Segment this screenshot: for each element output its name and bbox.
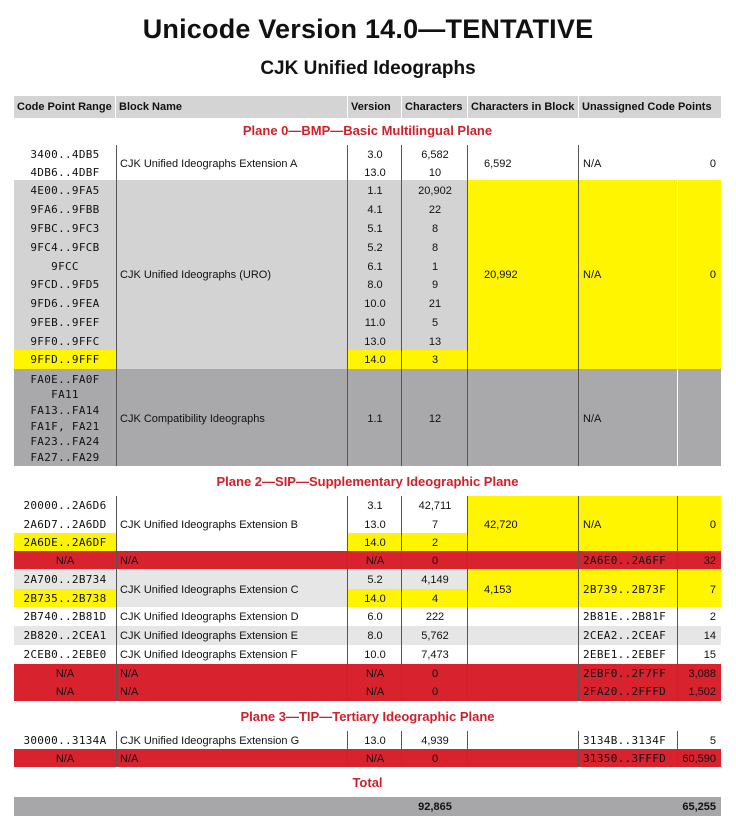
unassigned-count: 0 (709, 269, 716, 281)
column-divider (467, 496, 468, 701)
version: 13.0 (364, 519, 386, 531)
code-point-range: FA27..FA29 (30, 451, 100, 464)
unassigned-count: 0 (709, 519, 716, 531)
total-unassigned-count: 65,255 (682, 801, 716, 813)
header-characters (402, 96, 467, 118)
code-point-range: FA0E..FA0F (30, 373, 100, 386)
column-divider (401, 145, 402, 466)
version: 3.0 (367, 149, 383, 161)
unassigned-count: 32 (703, 555, 716, 567)
code-point-range: FA13..FA14 (30, 404, 100, 417)
code-point-range: 9FA6..9FBB (30, 203, 100, 216)
characters: 10 (428, 167, 442, 179)
column-divider (401, 496, 402, 701)
unassigned-range: N/A (583, 519, 602, 531)
version: 10.0 (364, 298, 386, 310)
characters: 21 (428, 298, 442, 310)
total-heading: Total (352, 775, 383, 790)
characters: 7 (431, 519, 439, 531)
unassigned-count: 3,088 (688, 668, 716, 680)
characters: 7,473 (421, 649, 449, 661)
version: 14.0 (364, 593, 386, 605)
column-divider (115, 96, 116, 118)
characters-in-block: 6,592 (484, 158, 512, 170)
characters: 9 (431, 279, 439, 291)
code-point-range: 9FFD..9FFF (30, 353, 100, 366)
block-name: CJK Unified Ideographs Extension A (120, 158, 298, 170)
characters: 22 (428, 204, 442, 216)
column-divider (116, 496, 117, 701)
version: 4.1 (367, 204, 383, 216)
unassigned-count: 1,502 (688, 686, 716, 698)
page-title: Unicode Version 14.0—TENTATIVE (142, 14, 594, 44)
version: 10.0 (364, 649, 386, 661)
characters: 6,582 (421, 149, 449, 161)
block-name: N/A (120, 668, 139, 680)
unassigned-range: 2FA20..2FFFD (583, 685, 667, 698)
header-label: Unassigned Code Points (582, 101, 712, 113)
code-point-range: 2A700..2B734 (23, 573, 107, 586)
header-label: Block Name (119, 101, 182, 113)
characters: 5,762 (421, 630, 449, 642)
header-unassigned (579, 96, 721, 118)
version: 6.0 (367, 611, 383, 623)
column-divider (578, 496, 579, 701)
code-point-range: 9FBC..9FC3 (30, 222, 100, 235)
unassigned-count: 0 (709, 158, 716, 170)
code-point-range: 2B740..2B81D (23, 610, 107, 623)
unassigned-range: N/A (583, 158, 602, 170)
unassigned-range: 2EBE1..2EBEF (583, 648, 667, 661)
characters: 4 (431, 593, 439, 605)
version: 11.0 (364, 317, 386, 329)
code-point-range: 4DB6..4DBF (30, 166, 100, 179)
unassigned-range: N/A (583, 413, 602, 425)
code-point-range: 9FD6..9FEA (30, 297, 100, 310)
column-divider (347, 731, 348, 767)
page-subtitle: CJK Unified Ideographs (260, 58, 476, 79)
code-point-range: 2B735..2B738 (23, 592, 107, 605)
unassigned-count: 14 (703, 630, 716, 642)
total-row (14, 797, 721, 816)
header-code-point-range (14, 96, 115, 118)
characters: 8 (431, 242, 439, 254)
column-divider (578, 96, 579, 118)
characters: 1 (431, 261, 439, 273)
column-divider (347, 96, 348, 118)
version: 14.0 (364, 354, 386, 366)
code-point-range: 2CEB0..2EBE0 (23, 648, 107, 661)
block-name: CJK Unified Ideographs Extension B (120, 519, 298, 531)
unassigned-range: 31350..3FFFD (583, 752, 667, 765)
characters: 5 (431, 317, 439, 329)
block-name: CJK Unified Ideographs Extension C (120, 584, 299, 596)
column-divider (578, 731, 579, 767)
version: 6.1 (367, 261, 383, 273)
block-name: N/A (120, 555, 139, 567)
characters: 3 (431, 354, 439, 366)
version: 13.0 (364, 735, 386, 747)
code-point-range: FA23..FA24 (30, 435, 100, 448)
characters: 0 (431, 753, 439, 765)
characters: 12 (428, 413, 442, 425)
code-point-range: N/A (55, 686, 75, 698)
block-name: CJK Unified Ideographs Extension F (120, 649, 298, 661)
characters: 2 (431, 537, 439, 549)
characters-in-block: 20,992 (484, 269, 518, 281)
version: N/A (365, 555, 385, 567)
plane-2-heading: Plane 2—SIP—Supplementary Ideographic Plane (216, 474, 519, 489)
code-point-range: 9FCC (51, 260, 79, 273)
header-label: Version (351, 101, 391, 113)
characters: 4,149 (421, 574, 449, 586)
unassigned-count: 60,590 (682, 753, 716, 765)
column-divider (347, 145, 348, 466)
column-divider (401, 731, 402, 767)
version: 8.0 (367, 630, 383, 642)
column-divider (578, 145, 579, 466)
code-point-range: 20000..2A6D6 (23, 499, 107, 512)
code-point-range: N/A (55, 555, 75, 567)
block-name: CJK Unified Ideographs Extension D (120, 611, 299, 623)
code-point-range: N/A (55, 753, 75, 765)
block-name: CJK Unified Ideographs Extension E (120, 630, 298, 642)
version: N/A (365, 686, 385, 698)
unassigned-range: 2EBF0..2F7FF (583, 667, 667, 680)
version: 5.2 (367, 574, 383, 586)
characters-in-block: 4,153 (484, 584, 512, 596)
characters: 13 (428, 336, 442, 348)
code-point-range: 9FEB..9FEF (30, 316, 100, 329)
header-block-name (116, 96, 347, 118)
unassigned-count: 5 (709, 735, 716, 747)
column-divider (347, 496, 348, 701)
unassigned-range: 2B739..2B73F (583, 583, 667, 596)
header-version (348, 96, 401, 118)
code-point-range: N/A (55, 668, 75, 680)
header-characters-in-block (468, 96, 578, 118)
version: 5.1 (367, 223, 383, 235)
code-point-range: FA11 (51, 388, 79, 401)
plane-3-heading: Plane 3—TIP—Tertiary Ideographic Plane (240, 709, 495, 724)
version: 5.2 (367, 242, 383, 254)
total-characters: 92,865 (418, 801, 452, 813)
column-divider (677, 731, 678, 767)
code-point-range: 9FCD..9FD5 (30, 278, 100, 291)
unassigned-range: N/A (583, 269, 602, 281)
column-divider (677, 145, 678, 466)
unassigned-range: 2CEA2..2CEAF (583, 629, 667, 642)
version: 1.1 (367, 185, 383, 197)
code-point-range: 2B820..2CEA1 (23, 629, 107, 642)
characters: 0 (431, 668, 439, 680)
characters: 222 (425, 611, 445, 623)
unassigned-count: 7 (709, 584, 716, 596)
column-divider (467, 145, 468, 466)
version: 8.0 (367, 279, 383, 291)
version: 14.0 (364, 537, 386, 549)
block-name: N/A (120, 686, 139, 698)
block-name: N/A (120, 753, 139, 765)
code-point-range: 4E00..9FA5 (30, 184, 100, 197)
code-point-range: 2A6DE..2A6DF (23, 536, 107, 549)
characters: 42,711 (418, 500, 452, 512)
column-divider (467, 96, 468, 118)
plane-0-heading: Plane 0—BMP—Basic Multilingual Plane (242, 123, 493, 138)
version: N/A (365, 753, 385, 765)
header-label: Code Point Range (17, 101, 112, 113)
code-point-range: 2A6D7..2A6DD (23, 518, 107, 531)
version: 1.1 (367, 413, 383, 425)
code-point-range: 30000..3134A (23, 734, 107, 747)
unassigned-range: 2B81E..2B81F (583, 610, 667, 623)
code-point-range: 9FF0..9FFC (30, 335, 100, 348)
version: 13.0 (364, 336, 386, 348)
version: 13.0 (364, 167, 386, 179)
column-divider (116, 145, 117, 466)
characters: 8 (431, 223, 439, 235)
code-point-range: 9FC4..9FCB (30, 241, 100, 254)
unassigned-count: 15 (703, 649, 716, 661)
version: N/A (365, 668, 385, 680)
column-divider (677, 496, 678, 701)
characters: 20,902 (418, 185, 452, 197)
block-name: CJK Unified Ideographs (URO) (120, 269, 272, 281)
unassigned-range: 3134B..3134F (583, 734, 667, 747)
unassigned-count: 2 (709, 611, 716, 623)
characters: 4,939 (421, 735, 449, 747)
header-label: Characters in Block (471, 101, 575, 113)
header-label: Characters (405, 101, 463, 113)
column-divider (467, 731, 468, 767)
characters: 0 (431, 555, 439, 567)
column-divider (116, 731, 117, 767)
code-point-range: FA1F, FA21 (30, 420, 100, 433)
block-name: CJK Unified Ideographs Extension G (120, 735, 300, 747)
characters-in-block: 42,720 (484, 519, 518, 531)
version: 3.1 (367, 500, 383, 512)
column-divider (401, 96, 402, 118)
characters: 0 (431, 686, 439, 698)
code-point-range: 3400..4DB5 (30, 148, 100, 161)
unassigned-range: 2A6E0..2A6FF (583, 554, 667, 567)
block-name: CJK Compatibility Ideographs (120, 413, 265, 425)
